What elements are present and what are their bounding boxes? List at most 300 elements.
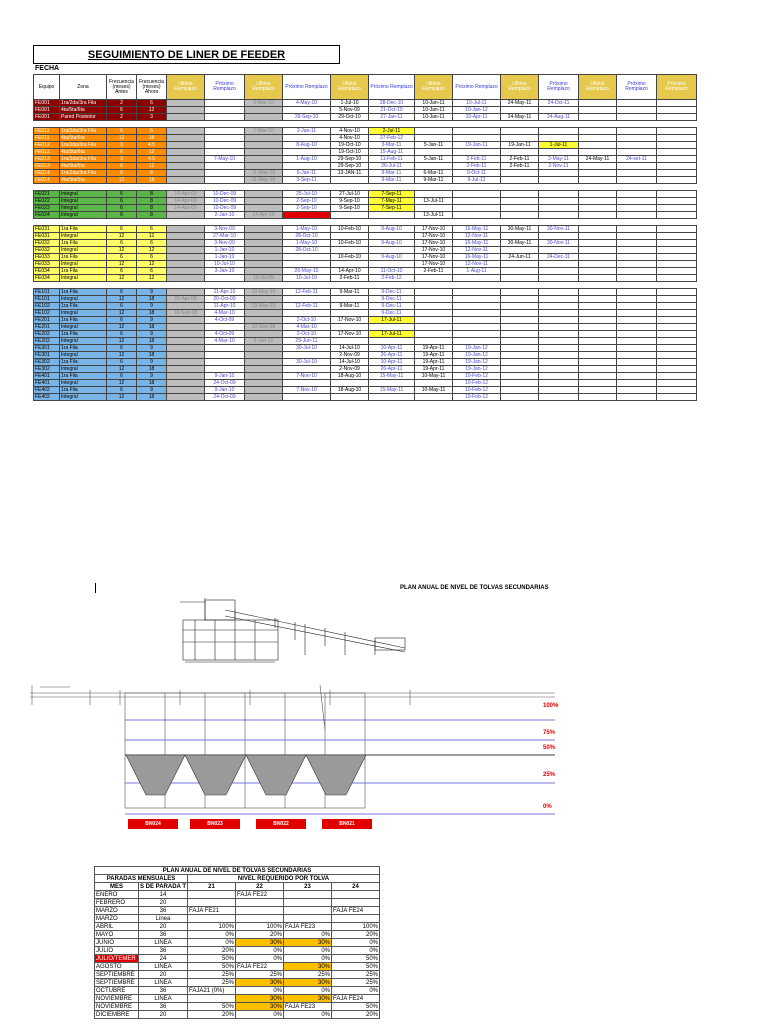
- table-cell: [205, 100, 245, 107]
- table-cell: Integral: [60, 233, 107, 240]
- table-cell: [167, 331, 205, 338]
- table-cell: [617, 240, 657, 247]
- table-cell: 6: [107, 191, 137, 198]
- table-cell: [617, 135, 657, 142]
- table-cell: 11-Apr-10: [205, 289, 245, 296]
- table-cell: [539, 380, 579, 387]
- table-cell: 13-Jul-11: [415, 212, 453, 219]
- table-cell: 6: [107, 268, 137, 275]
- table-cell: FE102: [34, 310, 60, 317]
- table-row: [34, 345, 697, 352]
- table-cell: 24-May-11: [501, 114, 539, 121]
- table-cell: [579, 240, 617, 247]
- table-cell: [579, 177, 617, 184]
- table-cell: [657, 254, 697, 261]
- table-cell: [617, 107, 657, 114]
- table-cell: [283, 261, 331, 268]
- table-row: [34, 177, 697, 184]
- table-cell: [453, 135, 501, 142]
- header-cell: Zona: [60, 75, 107, 100]
- plan-row: [95, 1003, 380, 1011]
- table-cell: 1ra Fila: [60, 345, 107, 352]
- table-cell: 17-Jul-11: [369, 331, 415, 338]
- table-cell: 1ra Fila: [60, 268, 107, 275]
- table-cell: [453, 275, 501, 282]
- table-cell: 1ra Fila: [60, 289, 107, 296]
- table-cell: FE011: [34, 135, 60, 142]
- table-cell: 6: [107, 240, 137, 247]
- table-cell: 28-Oct-10: [283, 247, 331, 254]
- table-cell: [539, 149, 579, 156]
- table-cell: 10-Jul-10: [283, 275, 331, 282]
- table-cell: 30-May-11: [501, 240, 539, 247]
- table-cell: [501, 177, 539, 184]
- table-cell: 6: [107, 254, 137, 261]
- table-cell: [579, 226, 617, 233]
- table-cell: 10-Apr-11: [453, 114, 501, 121]
- table-row: [34, 289, 697, 296]
- table-cell: [539, 373, 579, 380]
- table-cell: 15-Jul-09: [245, 275, 283, 282]
- table-cell: [617, 247, 657, 254]
- table-cell: 1ra Fila: [60, 240, 107, 247]
- table-cell: [205, 128, 245, 135]
- plan-cell: 25%: [188, 971, 236, 979]
- plan-row: [95, 963, 380, 971]
- table-cell: [617, 338, 657, 345]
- table-cell: [501, 310, 539, 317]
- table-cell: [657, 331, 697, 338]
- table-cell: 12: [137, 247, 167, 254]
- table-row: [34, 240, 697, 247]
- table-cell: 18: [137, 135, 167, 142]
- table-cell: 12: [107, 380, 137, 387]
- table-cell: [617, 254, 657, 261]
- table-cell: 1ra Fila: [60, 387, 107, 394]
- table-cell: 4-Mar-10: [205, 338, 245, 345]
- plan-cell: 0%: [284, 931, 332, 939]
- table-cell: 9-Dec-11: [369, 303, 415, 310]
- col-22: 22: [236, 883, 284, 891]
- table-cell: 19-May-10: [245, 289, 283, 296]
- table-cell: [167, 128, 205, 135]
- table-cell: 9: [137, 387, 167, 394]
- bin-label-bn024: BN024: [128, 819, 178, 829]
- table-cell: 9-Mar-11: [369, 170, 415, 177]
- table-cell: [617, 394, 657, 401]
- table-cell: 4.5: [137, 142, 167, 149]
- table-cell: [657, 233, 697, 240]
- plan-cell: 14: [139, 891, 188, 899]
- table-cell: 2-Sep-10: [283, 198, 331, 205]
- table-cell: Integral: [60, 247, 107, 254]
- plan-cell: [284, 899, 332, 907]
- table-cell: 6: [137, 128, 167, 135]
- table-cell: 9-Aug-10: [369, 226, 415, 233]
- table-cell: [617, 275, 657, 282]
- table-cell: [501, 338, 539, 345]
- table-cell: 18: [137, 296, 167, 303]
- table-cell: [579, 387, 617, 394]
- plan-cell: 30%: [284, 939, 332, 947]
- table-cell: Pared Posterior: [60, 114, 107, 121]
- table-cell: 14-Jul-10: [331, 359, 369, 366]
- table-cell: 12: [137, 233, 167, 240]
- plan-cell: JULIO: [95, 947, 139, 955]
- table-cell: [657, 149, 697, 156]
- table-cell: 12: [107, 324, 137, 331]
- table-cell: 28-Oct-10: [283, 233, 331, 240]
- table-cell: [579, 247, 617, 254]
- table-cell: 12-Feb-11: [283, 289, 331, 296]
- table-cell: [501, 275, 539, 282]
- table-cell: 2-Nov-09: [331, 366, 369, 373]
- level-50: 50%: [543, 745, 556, 751]
- plan-cell: [332, 891, 380, 899]
- table-cell: Integral: [60, 275, 107, 282]
- table-cell: [245, 114, 283, 121]
- table-cell: 1ra Fila: [60, 359, 107, 366]
- table-cell: 10-Jul-10: [205, 261, 245, 268]
- table-cell: [501, 317, 539, 324]
- plan-cell: 20%: [236, 931, 284, 939]
- table-cell: 12: [107, 135, 137, 142]
- table-cell: [579, 170, 617, 177]
- table-cell: Integral: [60, 366, 107, 373]
- table-cell: 27-Jan-11: [369, 114, 415, 121]
- table-cell: 4ta/5ta/6ta: [60, 135, 107, 142]
- header-cell: Próximo Remplazo: [617, 75, 657, 100]
- plan-cell: 0%: [332, 987, 380, 995]
- table-cell: 7-Sep-11: [369, 191, 415, 198]
- table-cell: Integral: [60, 324, 107, 331]
- table-cell: 29-Sep-10: [283, 114, 331, 121]
- table-cell: 2-May-11: [539, 156, 579, 163]
- table-cell: [539, 317, 579, 324]
- table-cell: 6: [107, 107, 137, 114]
- table-row: [34, 394, 697, 401]
- table-cell: 12: [107, 352, 137, 359]
- table-cell: FE101: [34, 296, 60, 303]
- plan-cell: 20: [139, 971, 188, 979]
- table-cell: [331, 212, 369, 219]
- table-cell: [245, 380, 283, 387]
- plan-row: [95, 939, 380, 947]
- table-cell: 10-Feb-12: [453, 373, 501, 380]
- plan-cell: 20: [139, 923, 188, 931]
- table-cell: 17-Nov-10: [331, 331, 369, 338]
- plan-cell: 100%: [236, 923, 284, 931]
- table-cell: [245, 226, 283, 233]
- plan-cell: [236, 899, 284, 907]
- table-cell: 2-Feb-11: [453, 163, 501, 170]
- table-cell: 26-May-10: [283, 268, 331, 275]
- table-cell: [331, 380, 369, 387]
- table-cell: [415, 324, 453, 331]
- table-cell: [657, 373, 697, 380]
- table-cell: FE202: [34, 331, 60, 338]
- table-cell: [579, 261, 617, 268]
- plan-cell: 50%: [188, 1003, 236, 1011]
- table-cell: [369, 380, 415, 387]
- table-row: [34, 247, 697, 254]
- plan-cell: 0%: [188, 939, 236, 947]
- table-cell: [167, 240, 205, 247]
- table-cell: 12-Nov-11: [453, 233, 501, 240]
- table-cell: [245, 373, 283, 380]
- table-cell: 2-Oct-10: [283, 331, 331, 338]
- table-cell: FE202: [34, 338, 60, 345]
- table-cell: [245, 135, 283, 142]
- plan-cell: 30%: [284, 979, 332, 987]
- table-cell: FE033: [34, 261, 60, 268]
- table-cell: 14-Apr-10: [331, 268, 369, 275]
- table-cell: [283, 107, 331, 114]
- plan-cell: 50%: [332, 963, 380, 971]
- table-cell: [331, 394, 369, 401]
- plan-cell: 20: [139, 899, 188, 907]
- table-cell: [167, 247, 205, 254]
- table-cell: 2-Nov-11: [539, 163, 579, 170]
- table-cell: [539, 247, 579, 254]
- table-cell: [167, 289, 205, 296]
- table-cell: [657, 135, 697, 142]
- table-cell: [501, 233, 539, 240]
- table-cell: [539, 296, 579, 303]
- plan-row: [95, 915, 380, 923]
- plan-cell: 25%: [284, 971, 332, 979]
- table-cell: [331, 233, 369, 240]
- table-cell: [501, 191, 539, 198]
- table-cell: 5-Jan-11: [415, 156, 453, 163]
- plan-cell: SEPTIEMBRE: [95, 971, 139, 979]
- table-cell: [579, 233, 617, 240]
- table-cell: [167, 170, 205, 177]
- table-cell: 8: [137, 198, 167, 205]
- table-cell: 5-Mar-10: [245, 100, 283, 107]
- table-cell: 12: [137, 261, 167, 268]
- plan-cell: 0%: [284, 947, 332, 955]
- table-cell: 10-Apr-11: [369, 345, 415, 352]
- plan-cell: 25%: [236, 971, 284, 979]
- table-cell: 10-May-11: [415, 387, 453, 394]
- table-cell: [579, 268, 617, 275]
- table-cell: [245, 198, 283, 205]
- header-cell: Equipo: [34, 75, 60, 100]
- table-cell: [579, 317, 617, 324]
- table-cell: 15-Aug-11: [369, 149, 415, 156]
- table-cell: 19-Jan-11: [453, 142, 501, 149]
- table-row: [34, 359, 697, 366]
- table-cell: [167, 373, 205, 380]
- table-cell: 9-Mar-11: [331, 303, 369, 310]
- table-cell: 1ra/2da/3ra Fila: [60, 156, 107, 163]
- table-cell: 17-Nov-10: [415, 254, 453, 261]
- table-cell: [167, 317, 205, 324]
- table-cell: [501, 380, 539, 387]
- table-cell: [657, 317, 697, 324]
- table-cell: [331, 296, 369, 303]
- table-cell: 27-Feb-12: [369, 135, 415, 142]
- table-cell: [167, 387, 205, 394]
- table-cell: 4-May-10: [283, 100, 331, 107]
- table-cell: 28-Apr-08: [167, 296, 205, 303]
- table-cell: [579, 296, 617, 303]
- table-row: [34, 352, 697, 359]
- table-cell: 6: [137, 254, 167, 261]
- table-cell: 9: [137, 289, 167, 296]
- plan-cell: 0%: [236, 947, 284, 955]
- table-cell: [167, 352, 205, 359]
- table-cell: FE022: [34, 198, 60, 205]
- table-cell: 6: [137, 268, 167, 275]
- table-cell: [415, 191, 453, 198]
- feeder-elevation-drawing: [175, 590, 430, 670]
- bin-plan-table: [94, 866, 380, 1019]
- plan-cell: 20: [139, 1011, 188, 1019]
- table-cell: 12: [137, 163, 167, 170]
- table-cell: [617, 380, 657, 387]
- table-cell: 4-Mar-10: [283, 324, 331, 331]
- table-cell: [579, 324, 617, 331]
- plan-cell: 0%: [284, 955, 332, 963]
- table-cell: Integral: [60, 380, 107, 387]
- plan-cell: FEBRERO: [95, 899, 139, 907]
- table-cell: FE301: [34, 352, 60, 359]
- col-mes: MES: [95, 883, 139, 891]
- plan-row: [95, 1011, 380, 1019]
- table-cell: [283, 366, 331, 373]
- table-cell: 1ra Fila: [60, 317, 107, 324]
- table-cell: [501, 296, 539, 303]
- table-cell: 10-Jan-11: [415, 100, 453, 107]
- table-cell: 19-Apr-11: [415, 359, 453, 366]
- table-cell: [539, 359, 579, 366]
- table-cell: [205, 345, 245, 352]
- table-cell: [539, 212, 579, 219]
- table-cell: [657, 191, 697, 198]
- table-cell: FE023: [34, 205, 60, 212]
- plan-cell: FAJA21 (0%): [188, 987, 236, 995]
- table-cell: 6: [107, 387, 137, 394]
- table-cell: [453, 128, 501, 135]
- table-cell: 6: [137, 100, 167, 107]
- table-cell: [501, 212, 539, 219]
- table-cell: [657, 226, 697, 233]
- plan-cell: 25%: [332, 979, 380, 987]
- table-cell: 28-Dec-10: [369, 100, 415, 107]
- table-cell: 3: [107, 156, 137, 163]
- table-cell: [617, 114, 657, 121]
- plan-cell: OCTUBRE: [95, 987, 139, 995]
- bin-label-bn023: BN023: [190, 819, 240, 829]
- plan-cell: 0%: [236, 1011, 284, 1019]
- table-cell: [657, 163, 697, 170]
- table-cell: [331, 261, 369, 268]
- table-cell: 12: [107, 247, 137, 254]
- table-cell: [245, 163, 283, 170]
- table-cell: [617, 289, 657, 296]
- table-cell: [657, 128, 697, 135]
- table-cell: 1-Jan-10: [205, 247, 245, 254]
- table-cell: 6: [107, 128, 137, 135]
- table-cell: Integral: [60, 338, 107, 345]
- table-cell: 24-Oct-09: [205, 380, 245, 387]
- table-cell: 1ra/2da/3ra Fila: [60, 100, 107, 107]
- table-cell: 18: [137, 352, 167, 359]
- table-cell: [167, 135, 205, 142]
- table-cell: [245, 156, 283, 163]
- table-cell: [167, 233, 205, 240]
- table-row: [34, 373, 697, 380]
- table-cell: [617, 177, 657, 184]
- table-cell: [617, 100, 657, 107]
- table-cell: [539, 394, 579, 401]
- table-cell: 19-Jan-12: [453, 366, 501, 373]
- table-row: [34, 107, 697, 114]
- table-cell: 30-May-11: [501, 226, 539, 233]
- plan-cell: SEPTIEMBRE: [95, 979, 139, 987]
- table-cell: [657, 198, 697, 205]
- table-cell: 12: [137, 275, 167, 282]
- table-cell: [415, 303, 453, 310]
- table-cell: [415, 394, 453, 401]
- table-cell: FE024: [34, 212, 60, 219]
- table-cell: 9-Mar-11: [415, 177, 453, 184]
- table-cell: [579, 135, 617, 142]
- table-cell: [283, 310, 331, 317]
- table-cell: [501, 324, 539, 331]
- table-cell: 3-Nov-09: [205, 226, 245, 233]
- table-cell: Integral: [60, 310, 107, 317]
- table-cell: 9: [137, 359, 167, 366]
- page-marker: [95, 583, 96, 593]
- table-cell: 17-Nov-10: [415, 226, 453, 233]
- table-cell: [539, 331, 579, 338]
- table-cell: FE011: [34, 128, 60, 135]
- table-cell: 9-Mar-11: [369, 177, 415, 184]
- table-cell: [369, 338, 415, 345]
- table-cell: [331, 338, 369, 345]
- plan-sub-left: PARADAS MENSUALES: [95, 875, 188, 883]
- table-cell: 12-Feb-11: [283, 303, 331, 310]
- table-cell: [539, 135, 579, 142]
- table-cell: [617, 233, 657, 240]
- col-dias: S DE PARADA T: [140, 883, 187, 890]
- plan-cell: [188, 995, 236, 1003]
- table-cell: [283, 254, 331, 261]
- table-cell: 17-Nov-10: [331, 317, 369, 324]
- table-cell: 1-Aug-11: [453, 268, 501, 275]
- table-cell: [579, 107, 617, 114]
- table-cell: [331, 247, 369, 254]
- table-cell: 7-May-10: [205, 156, 245, 163]
- table-cell: [657, 380, 697, 387]
- table-cell: 3: [107, 142, 137, 149]
- table-cell: [579, 212, 617, 219]
- plan-row: [95, 947, 380, 955]
- table-cell: 9-Jan-10: [205, 387, 245, 394]
- table-cell: [501, 198, 539, 205]
- table-row: [34, 226, 697, 233]
- plan-cell: ABRIL: [95, 923, 139, 931]
- table-cell: [539, 366, 579, 373]
- table-cell: [501, 135, 539, 142]
- table-cell: [205, 177, 245, 184]
- table-cell: 18: [137, 324, 167, 331]
- table-cell: [617, 191, 657, 198]
- table-cell: [453, 198, 501, 205]
